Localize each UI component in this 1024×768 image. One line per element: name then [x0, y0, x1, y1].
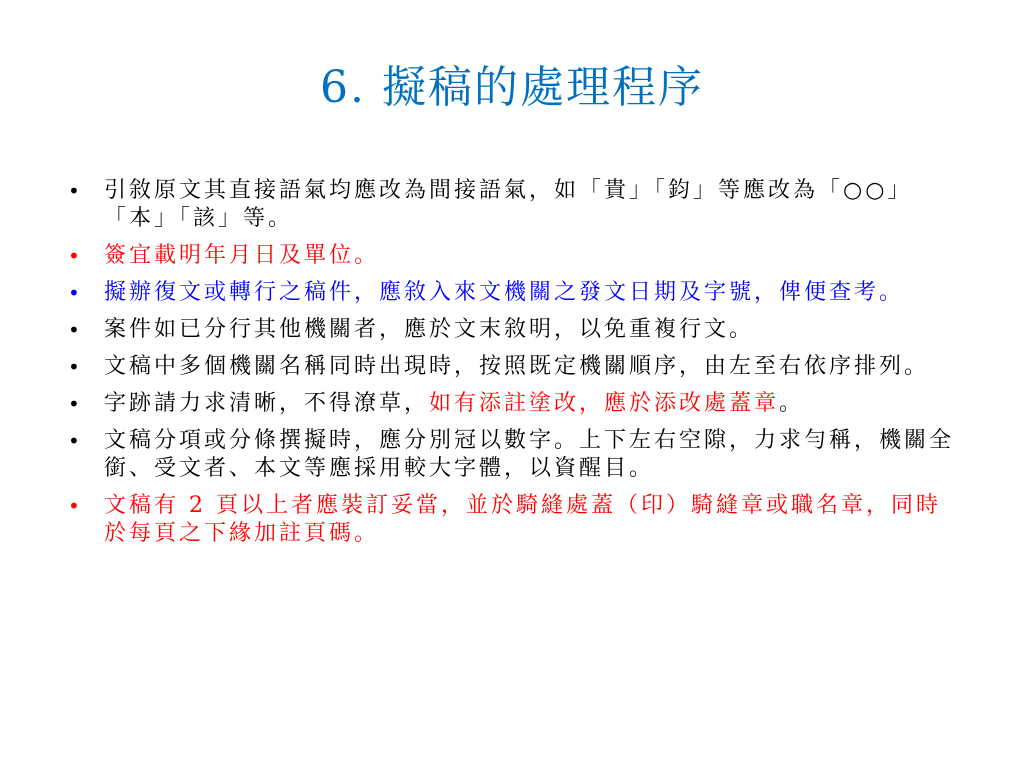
bullet-item-2 — [68, 242, 958, 270]
bullet-item-7 — [68, 427, 958, 483]
bullet-text: 文稿中多個機關名稱同時出現時，按照既定機關順序，由左至右依序排列。 — [104, 354, 930, 379]
bullet-text-highlight: 如有添註塗改，應於添改處蓋章 — [429, 391, 780, 416]
bullet-icon: • — [68, 392, 83, 416]
bullet-text: 案件如已分行其他機關者，應於文末敘明，以免重複行文。 — [104, 317, 755, 342]
bullet-text: 文稿分項或分條撰擬時，應分別冠以數字。上下左右空隙，力求勻稱，機關全銜、受文者、本文等應採用較大字體，以資醒目。 — [104, 428, 955, 481]
bullet-text: 簽宜載明年月日及單位。 — [104, 243, 380, 268]
bullet-icon: • — [68, 318, 83, 342]
bullet-icon: • — [68, 244, 83, 268]
bullet-item-6 — [68, 390, 958, 418]
bullet-item-3 — [68, 279, 958, 307]
bullet-text: 引敘原文其直接語氣均應改為間接語氣，如「貴」「鈞」等應改為「○○」「本」「該」等。 — [104, 178, 913, 231]
bullet-text: 擬辦復文或轉行之稿件，應敘入來文機關之發文日期及字號，俾便查考。 — [104, 280, 905, 305]
slide-title: 6. 擬稿的處理程序 — [320, 62, 704, 113]
bullet-text-part-3: 。 — [779, 391, 805, 416]
bullet-item-8 — [68, 492, 958, 548]
bullet-list — [68, 177, 958, 557]
bullet-icon: • — [68, 179, 83, 203]
bullet-text-part-1: 字跡請力求清晰，不得潦草， — [104, 391, 430, 416]
bullet-item-1 — [68, 177, 958, 233]
bullet-icon: • — [68, 281, 83, 305]
bullet-item-4 — [68, 316, 958, 344]
bullet-icon: • — [68, 494, 83, 518]
bullet-text: 文稿有 2 頁以上者應裝訂妥當，並於騎縫處蓋（印）騎縫章或職名章，同時於每頁之下緣加註頁碼。 — [104, 493, 941, 546]
bullet-icon: • — [68, 429, 83, 453]
bullet-item-5 — [68, 353, 958, 381]
bullet-icon: • — [68, 355, 83, 379]
